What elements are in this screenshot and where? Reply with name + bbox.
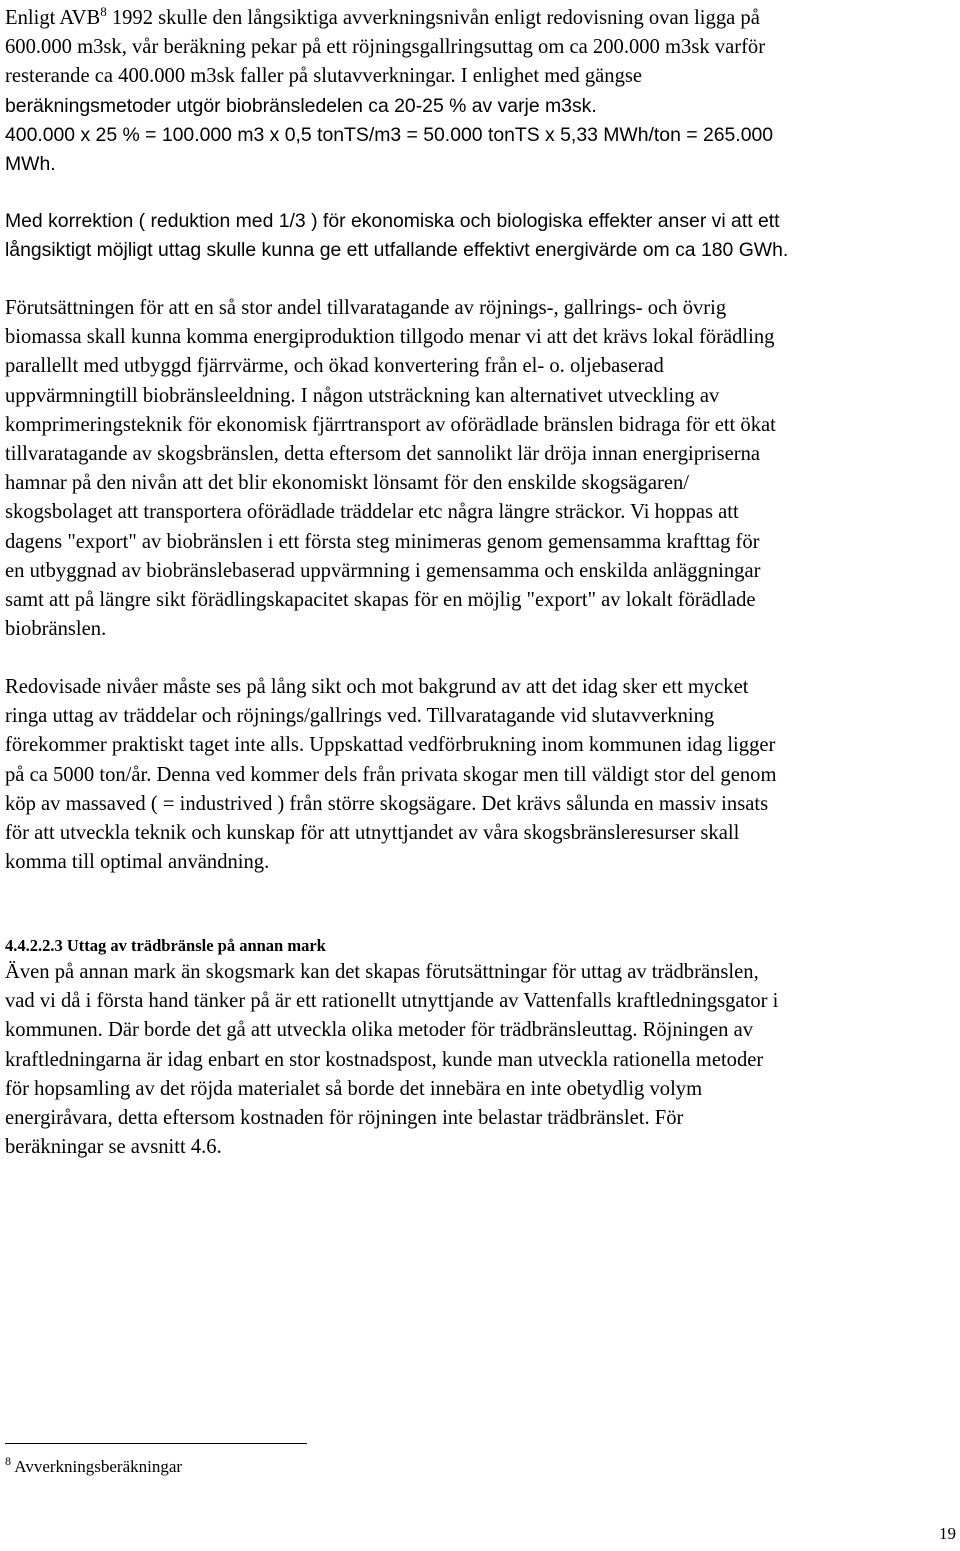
text-line: 600.000 m3sk, vår beräkning pekar på ett röjningsgallringsuttag om ca 200.000 m3sk varför — [5, 36, 766, 59]
text-line: förekommer praktiskt taget inte alls. Uppskattad vedförbrukning inom kommunen idag ligger — [5, 734, 776, 757]
text-line: kommunen. Där borde det gå att utveckla olika metoder för trädbränsleuttag. Röjningen av — [5, 1019, 754, 1042]
text-line: dagens "export" av biobränslen i ett första steg minimeras genom gemensamma krafttag för — [5, 530, 760, 553]
text-line: tillvaratagande av skogsbränslen, detta eftersom det sannolikt lär dröja innan energipriserna — [5, 443, 761, 466]
text-line: beräkningsmetoder utgör biobränsledelen ca 20-25 % av varje m3sk. — [5, 94, 597, 117]
text-line: parallellt med utbyggd fjärrvärme, och ökad konvertering från el- o. oljebaserad — [5, 355, 664, 378]
paragraph-korrektion — [5, 207, 953, 265]
paragraph-redovisade — [5, 673, 953, 877]
text-run: 1992 skulle den långsiktiga avverkningsnivån enligt redovisning ovan ligga på — [106, 7, 760, 29]
text-line: komma till optimal användning. — [5, 851, 270, 874]
text-line: Redovisade nivåer måste ses på lång sikt och mot bakgrund av att det idag sker ett mycket — [5, 676, 749, 698]
footnote — [5, 1456, 182, 1478]
text-line: för att utveckla teknik och kunskap för att utnyttjandet av våra skogsbränsleresurser skall — [5, 822, 740, 845]
text-line: samt att på längre sikt förädlingskapacitet skapas för en möjlig "export" av lokalt förädlade — [5, 589, 756, 612]
paragraph-avverkning — [5, 4, 953, 179]
section-heading: 4.4.2.2.3 Uttag av trädbränsle på annan mark — [5, 936, 326, 955]
page-number: 19 — [939, 1524, 956, 1543]
text-run: I enlighet med gängse — [455, 65, 643, 88]
text-line: ringa uttag av träddelar och röjnings/gallrings ved. Tillvaratagande vid slutavverkning — [5, 705, 715, 728]
text-line: kraftledningarna är idag enbart en stor kostnadspost, kunde man utveckla rationella metoder — [5, 1048, 764, 1071]
text-line: hamnar på den nivån att det blir ekonomiskt lönsamt för den enskilde skogsägaren/ — [5, 472, 689, 495]
text-line: på ca 5000 ton/år. Denna ved kommer dels från privata skogar men till väldigt stor del genom — [5, 763, 777, 786]
text-line: vad vi då i första hand tänker på är ett rationellt utnyttjande av Vattenfalls kraftledningsgator i — [5, 990, 779, 1013]
text-line: långsiktigt möjligt uttag skulle kunna ge ett utfallande effektivt energivärde om ca 180 GWh. — [5, 239, 789, 262]
text-line: MWh. — [5, 153, 56, 176]
text-line: komprimeringsteknik för ekonomisk fjärrtransport av oförädlade bränslen bidraga för ett ökat — [5, 413, 776, 436]
footnote-separator — [5, 1443, 307, 1444]
text-line — [5, 4, 953, 33]
text-line: skogsbolaget att transportera oförädlade träddelar etc några längre sträckor. Vi hoppas att — [5, 501, 739, 524]
text-line: för hopsamling av det röjda materialet så borde det innebära en inte obetydlig volym — [5, 1077, 703, 1100]
text-line: biobränslen. — [5, 618, 107, 641]
paragraph-annan-mark — [5, 958, 953, 1162]
text-line: en utbyggnad av biobränslebaserad uppvärmning i gemensamma och enskilda anläggningar — [5, 559, 761, 582]
text-line — [5, 62, 953, 91]
calculation-line: 400.000 x 25 % = 100.000 m3 x 0,5 tonTS/m3 = 50.000 tonTS x 5,33 MWh/ton = 265.000 — [5, 123, 774, 146]
text-line: Förutsättningen för att en så stor andel tillvaratagande av röjnings-, gallrings- och övrig — [5, 297, 727, 319]
text-line: Med korrektion ( reduktion med 1/3 ) för ekonomiska och biologiska effekter anser vi att ett — [5, 210, 780, 232]
footnote-text: Avverkningsberäkningar — [11, 1457, 183, 1476]
footnote-reference: 8 — [100, 4, 107, 19]
text-run: Enligt AVB — [5, 7, 101, 29]
text-line: biomassa skall kunna komma energiproduktion tillgodo menar vi att det krävs lokal förädling — [5, 326, 775, 349]
text-line: uppvärmningtill biobränsleeldning. I någon utsträckning kan alternativet utveckling av — [5, 384, 720, 407]
paragraph-forutsattningen — [5, 294, 953, 644]
text-run: resterande ca 400.000 m3sk faller på slutavverkningar. — [5, 65, 456, 88]
text-line: Även på annan mark än skogsmark kan det skapas förutsättningar för uttag av trädbränslen, — [5, 961, 759, 983]
text-line: köp av massaved ( = industrived ) från större skogsägare. Det krävs sålunda en massiv insats — [5, 792, 769, 815]
text-line: energiråvara, detta eftersom kostnaden för röjningen inte belastar trädbränslet. För — [5, 1107, 684, 1130]
footnote-marker: 8 — [5, 1454, 11, 1468]
text-line: beräkningar se avsnitt 4.6. — [5, 1136, 222, 1159]
